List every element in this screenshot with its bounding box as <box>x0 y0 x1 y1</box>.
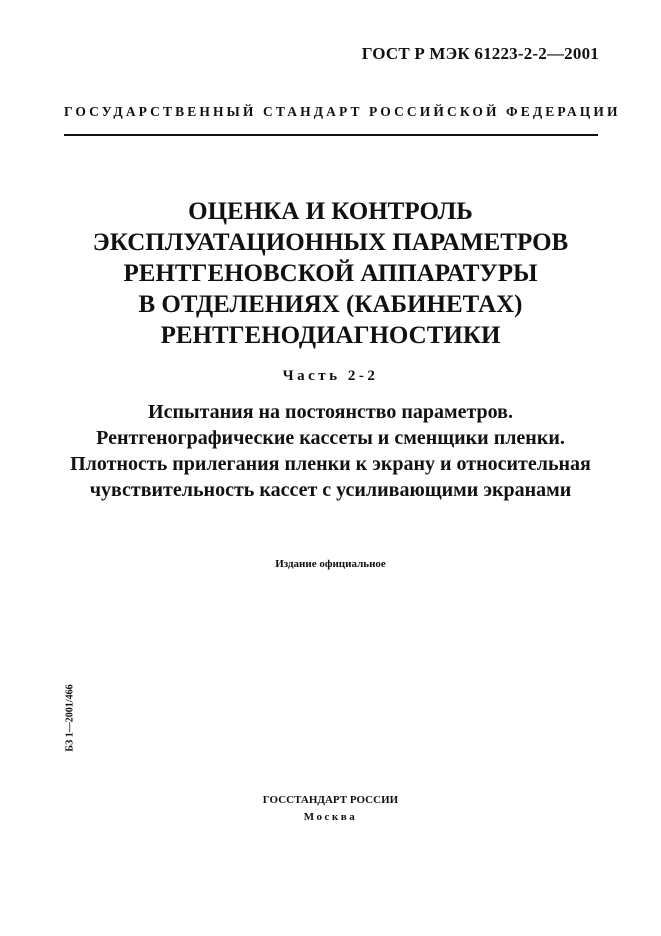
part-label: Часть 2-2 <box>282 368 379 384</box>
subtitle-line: Плотность прилегания пленки к экрану и относительная <box>70 453 591 475</box>
document-number: ГОСТ Р МЭК 61223-2-2—2001 <box>361 44 599 63</box>
state-standard-header: ГОСУДАРСТВЕННЫЙ СТАНДАРТ РОССИЙСКОЙ ФЕДЕРАЦИИ <box>64 104 621 119</box>
subtitle-line: Рентгенографические кассеты и сменщики пленки. <box>96 427 565 449</box>
title-line: В ОТДЕЛЕНИЯХ (КАБИНЕТАХ) <box>138 291 523 318</box>
subtitle-line: Испытания на постоянство параметров. <box>148 401 513 423</box>
title-line: ОЦЕНКА И КОНТРОЛЬ <box>188 198 473 225</box>
edition-note: Издание официальное <box>275 558 386 570</box>
subtitle <box>30 399 631 503</box>
publisher: ГОССТАНДАРТ РОССИИ <box>262 794 399 806</box>
main-title <box>40 196 621 351</box>
title-line: РЕНТГЕНОДИАГНОСТИКИ <box>160 322 501 349</box>
title-line: ЭКСПЛУАТАЦИОННЫХ ПАРАМЕТРОВ <box>92 229 569 256</box>
side-catalog-code: БЗ 1—2001/466 <box>64 684 76 752</box>
title-line: РЕНТГЕНОВСКОЙ АППАРАТУРЫ <box>123 260 538 287</box>
publication-city: Москва <box>303 811 358 823</box>
header-divider <box>64 134 598 136</box>
subtitle-line: чувствительность кассет с усиливающими экранами <box>89 479 572 501</box>
